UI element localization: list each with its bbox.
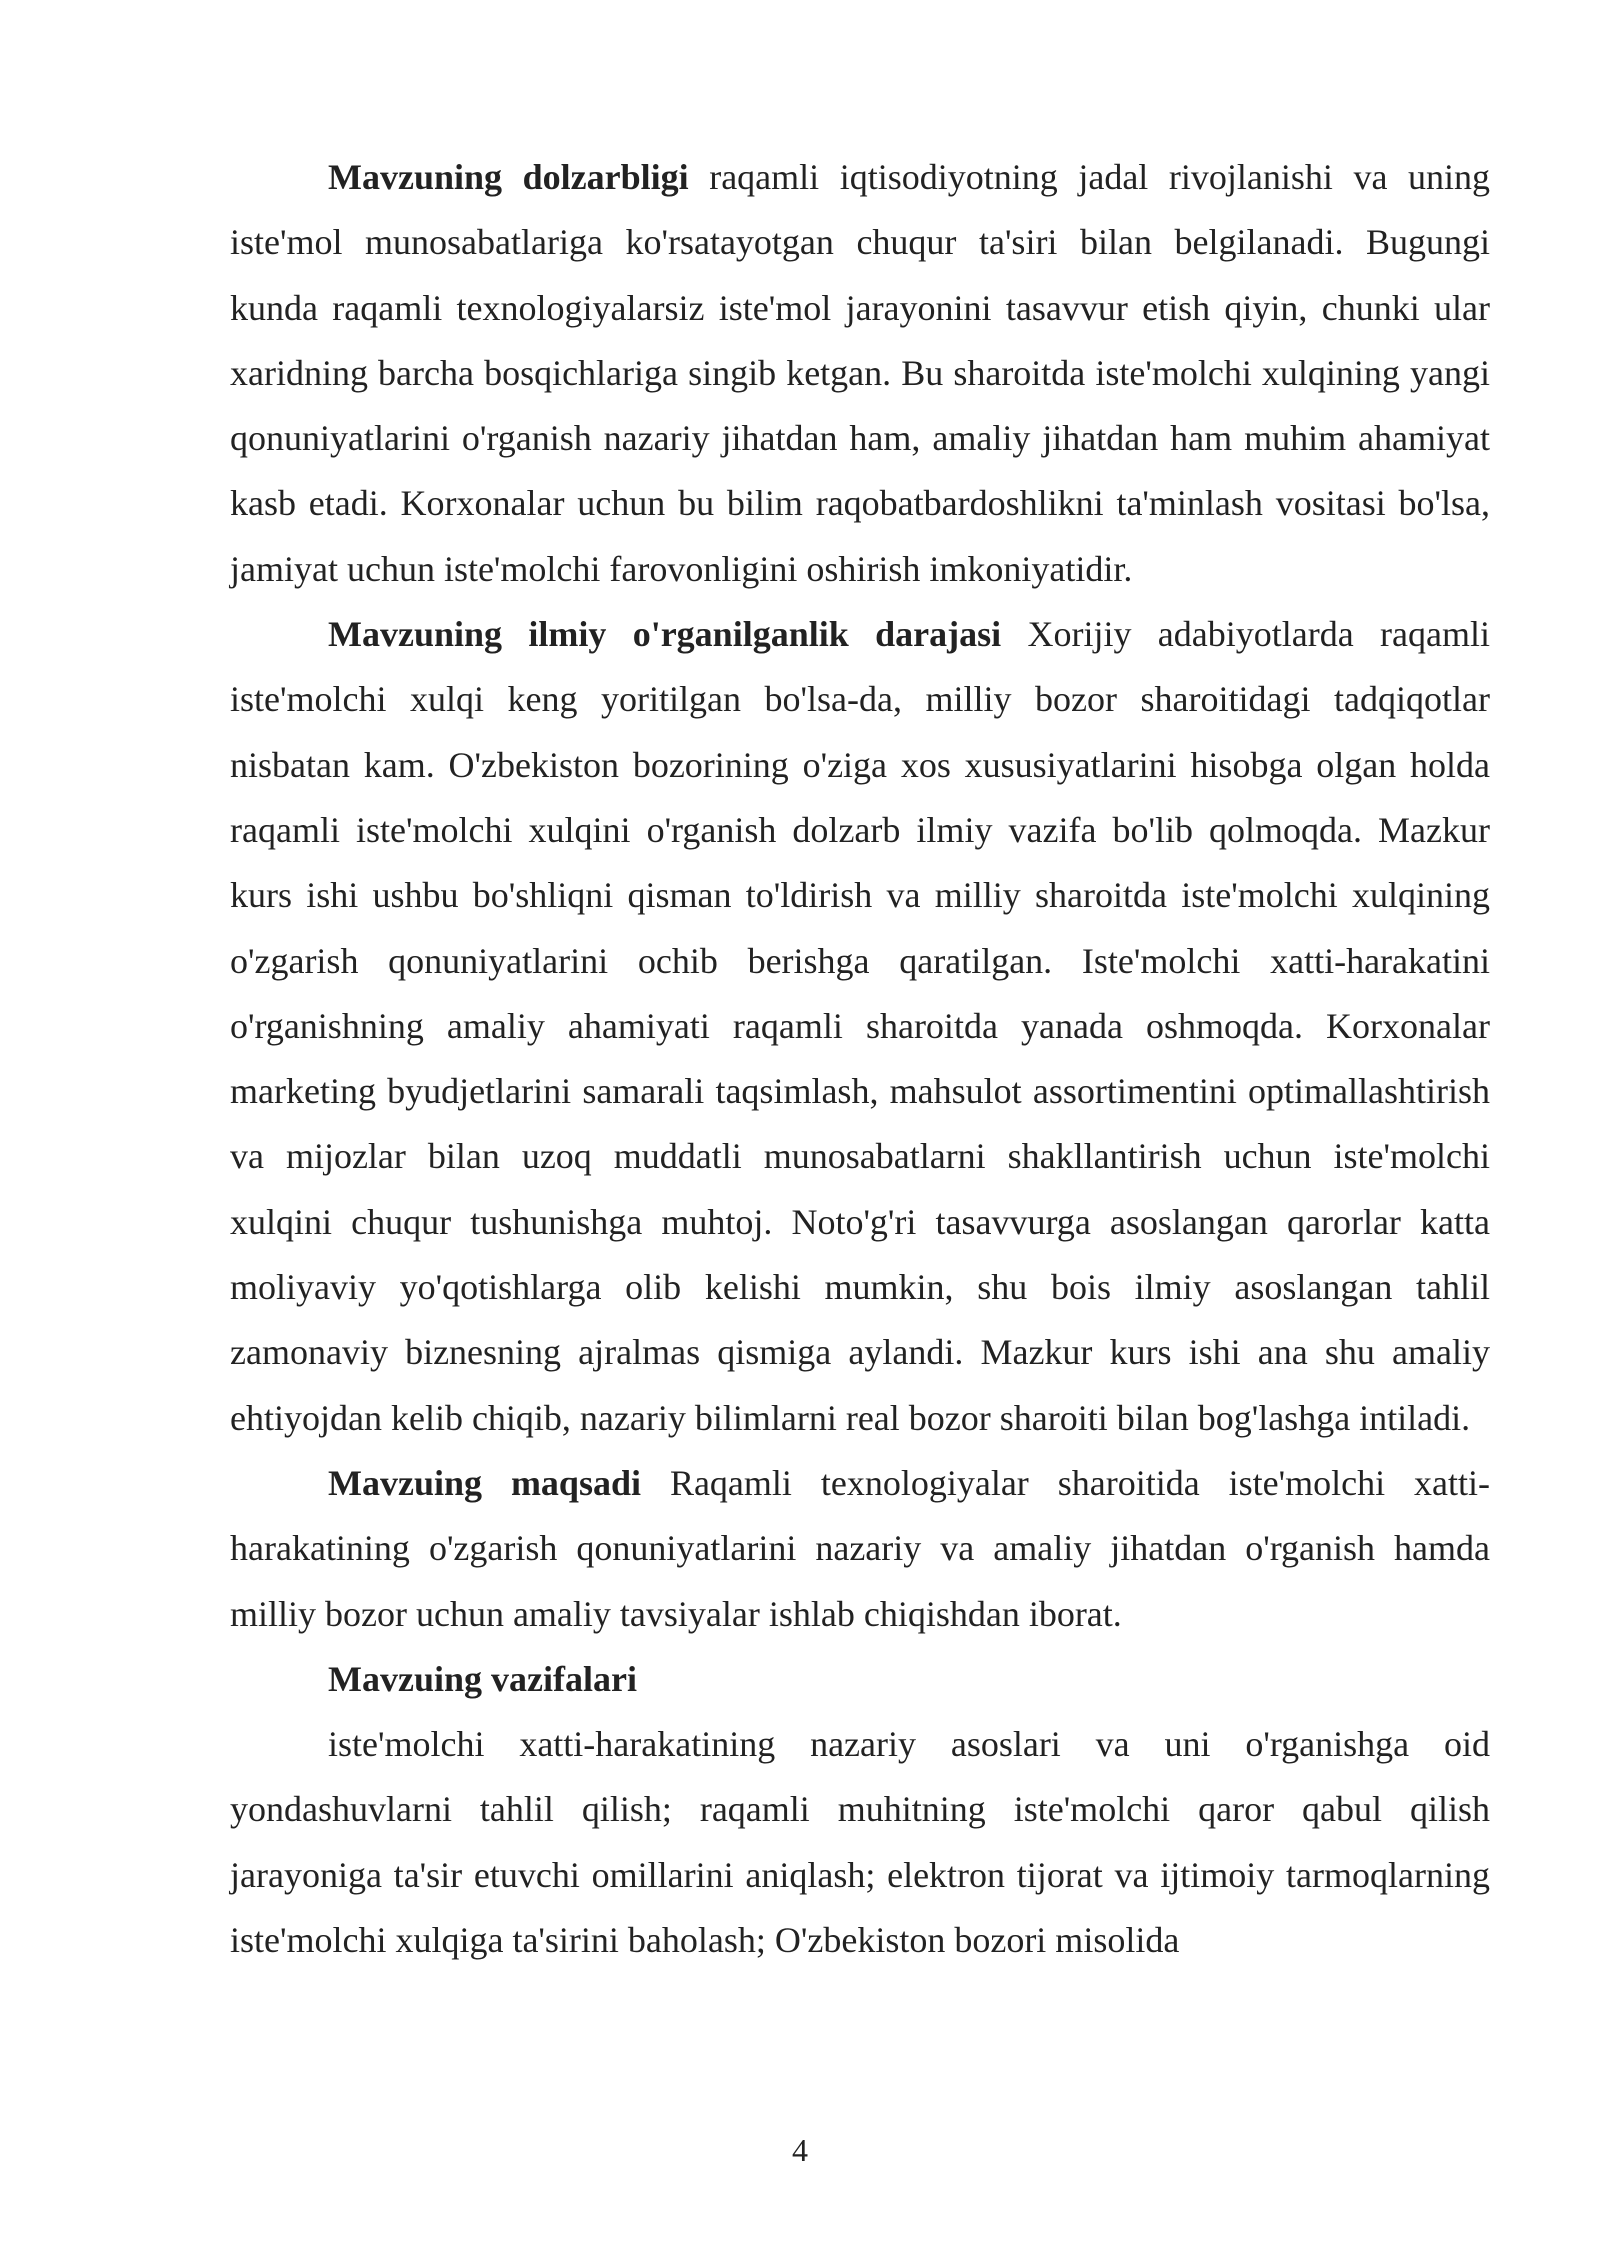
- paragraph-relevance: [230, 145, 1490, 602]
- paragraph-text: raqamli iqtisodiyotning jadal rivojlanishi va uning iste'mol munosabatlariga ko'rsatayotgan chuqur ta'siri bilan belgilanadi. Bugungi kunda raqamli texnologiyalarsiz iste'mol jarayonini tasavvur etish qiyin, chunki ular xaridning barcha bosqichlariga singib ketgan. Bu sharoitda iste'molchi xulqining yangi qonuniyatlarini o'rganish nazariy jihatdan ham, amaliy jihatdan ham muhim ahamiyat kasb etadi. Korxonalar uchun bu bilim raqobatbardoshlikni ta'minlash vositasi bo'lsa, jamiyat uchun iste'molchi farovonligini oshirish imkoniyatidir.: [230, 157, 1491, 589]
- paragraph-tasks: iste'molchi xatti-harakatining nazariy asoslari va uni o'rganishga oid yondashuvlarni tahlil qilish; raqamli muhitning iste'molchi qaror qabul qilish jarayoniga ta'sir etuvchi omillarini aniqlash; elektron tijorat va ijtimoiy tarmoqlarning iste'molchi xulqiga ta'sirini baholash; O'zbekiston bozori misolida: [230, 1724, 1490, 1961]
- document-body: [230, 145, 1490, 1973]
- paragraph-lead: Mavzuning dolzarbligi: [328, 157, 689, 197]
- paragraph-goal: [230, 1451, 1490, 1647]
- tasks-heading: Mavzuing vazifalari: [328, 1658, 637, 1699]
- paragraph-lead: Mavzuing maqsadi: [328, 1462, 641, 1503]
- paragraph-lead: Mavzuning ilmiy o'rganilganlik darajasi: [328, 614, 1002, 655]
- paragraph-text: Raqamli texnologiyalar sharoitida iste'molchi xatti-harakatining o'zgarish qonuniyatlarini nazariy va amaliy jihatdan o'rganish hamda milliy bozor uchun amaliy tavsiyalar ishlab chiqishdan iborat.: [230, 1462, 1491, 1634]
- page-number: 4: [792, 2132, 808, 2168]
- paragraph-research-level: [230, 602, 1490, 1451]
- paragraph-text: Xorijiy adabiyotlarda raqamli iste'molchi xulqi keng yoritilgan bo'lsa-da, milliy bozor sharoitidagi tadqiqotlar nisbatan kam. O'zbekiston bozorining o'ziga xos xususiyatlarini hisobga olgan holda raqamli iste'molchi xulqini o'rganish dolzarb ilmiy vazifa bo'lib qolmoqda. Mazkur kurs ishi ushbu bo'shliqni qisman to'ldirish va milliy sharoitda iste'molchi xulqining o'zgarish qonuniyatlarini ochib berishga qaratilgan. Iste'molchi xatti-harakatini o'rganishning amaliy ahamiyati raqamli sharoitda yanada oshmoqda. Korxonalar marketing byudjetlarini samarali taqsimlash, mahsulot assortimentini optimallashtirish va mijozlar bilan uzoq muddatli munosabatlarni shakllantirish uchun iste'molchi xulqini chuqur tushunishga muhtoj. Noto'g'ri tasavvurga asoslangan qarorlar katta moliyaviy yo'qotishlarga olib kelishi mumkin, shu bois ilmiy asoslangan tahlil zamonaviy biznesning ajralmas qismiga aylandi. Mazkur kurs ishi ana shu amaliy ehtiyojdan kelib chiqib, nazariy bilimlarni real bozor sharoiti bilan bog'lashga intiladi.: [230, 614, 1490, 1438]
